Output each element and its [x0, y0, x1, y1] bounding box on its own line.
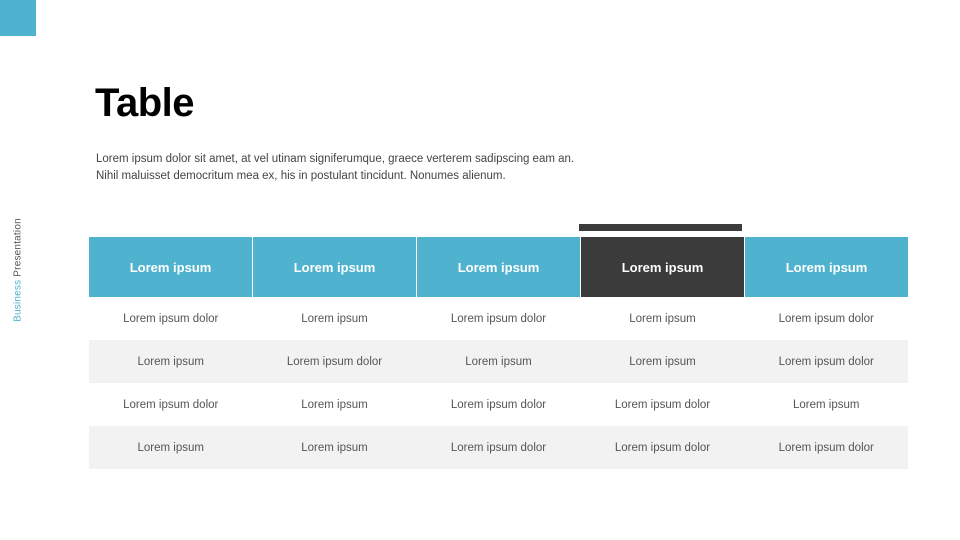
table-header-row: [89, 237, 908, 297]
column-header: Lorem ipsum: [417, 237, 581, 297]
table-cell: Lorem ipsum dolor: [581, 426, 745, 469]
table-cell: Lorem ipsum: [253, 426, 417, 469]
table-cell: Lorem ipsum dolor: [123, 398, 219, 411]
table-row: [89, 297, 908, 340]
column-highlight-bar: [579, 224, 742, 231]
corner-accent-block: [0, 0, 36, 36]
table-cell: Lorem ipsum dolor: [253, 340, 417, 383]
table-cell: Lorem ipsum: [581, 340, 745, 383]
side-label: [13, 218, 24, 322]
table-cell: Lorem ipsum dolor: [745, 340, 909, 383]
column-header: Lorem ipsum: [89, 237, 253, 297]
table-cell: Lorem ipsum: [301, 398, 368, 411]
table-cell: Lorem ipsum: [301, 312, 368, 325]
column-header: Lorem ipsum: [253, 237, 417, 297]
page-title: Table: [95, 81, 195, 125]
table-cell: Lorem ipsum: [89, 426, 253, 469]
table-cell: Lorem ipsum dolor: [123, 312, 219, 325]
table-cell: Lorem ipsum dolor: [745, 426, 909, 469]
table-row: [89, 383, 908, 426]
column-header: Lorem ipsum: [745, 237, 909, 297]
column-header-highlighted: Lorem ipsum: [581, 237, 745, 297]
table-cell: Lorem ipsum dolor: [778, 312, 874, 325]
table-cell: Lorem ipsum: [793, 398, 860, 411]
side-label-accent: Business: [12, 279, 24, 322]
table-cell: Lorem ipsum dolor: [614, 398, 711, 411]
table-cell: Lorem ipsum: [89, 340, 253, 383]
side-label-rest: Presentation: [12, 218, 24, 280]
table-row: [89, 426, 908, 469]
intro-paragraph: Lorem ipsum dolor sit amet, at vel utinam signiferumque, graece verterem sadipscing eam an. Nihil maluisset democritum mea ex, his in postulant tincidunt. Nonumes alienum.: [96, 153, 575, 182]
data-table: [89, 237, 908, 469]
table-row: [89, 340, 908, 383]
table-cell: Lorem ipsum dolor: [450, 312, 547, 325]
table-cell: Lorem ipsum: [417, 340, 581, 383]
table-cell: Lorem ipsum: [629, 312, 696, 325]
table-cell: Lorem ipsum dolor: [450, 398, 547, 411]
table-cell: Lorem ipsum dolor: [417, 426, 581, 469]
